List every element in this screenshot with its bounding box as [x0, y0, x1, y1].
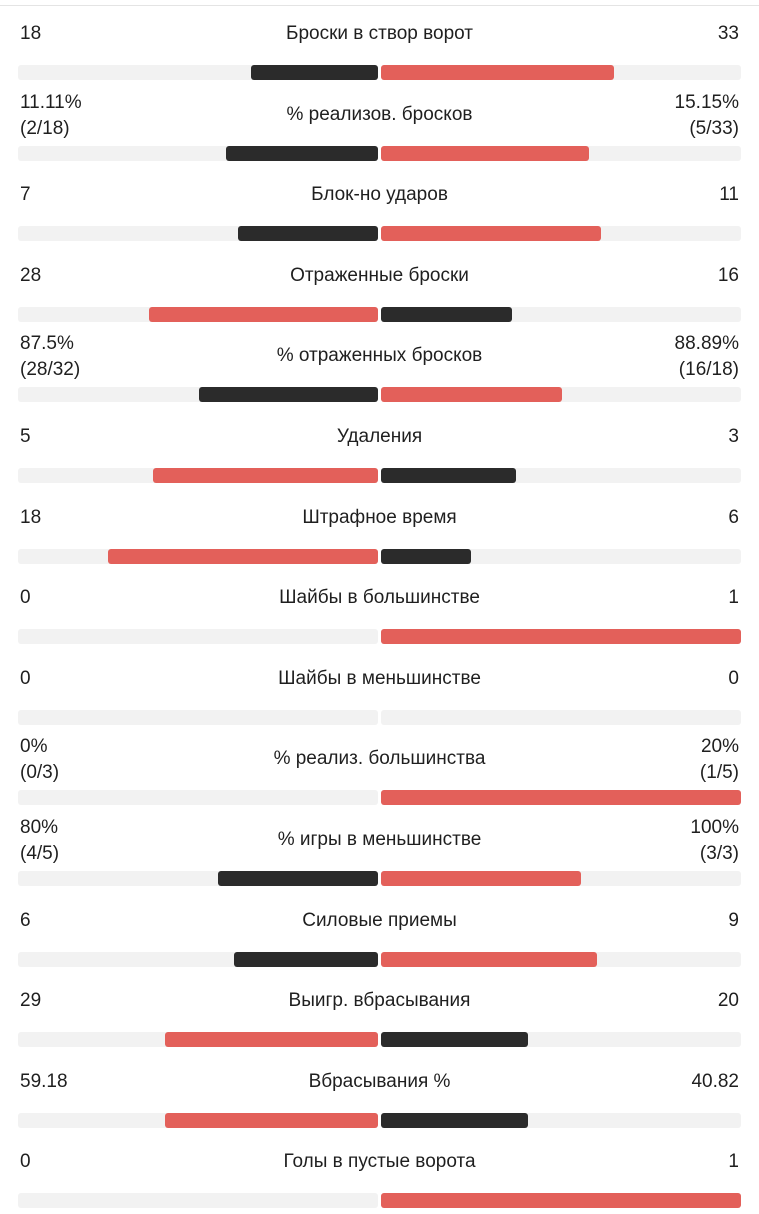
stat-left-bar-track: [18, 952, 378, 967]
stat-right-bar: [381, 1032, 528, 1047]
stat-left-value-line: 0: [20, 668, 31, 689]
stat-row: [0, 328, 759, 408]
stat-row: [0, 409, 759, 489]
stat-right-bar: [381, 549, 471, 564]
stat-left-bar-track: [18, 710, 378, 725]
stat-right-value-line: 88.89%: [674, 333, 739, 354]
stat-left-bar-track: [18, 65, 378, 80]
stat-label: Голы в пустые ворота: [283, 1151, 476, 1172]
stat-left-bar: [218, 871, 378, 886]
stat-right-value: [718, 263, 739, 289]
stat-label: Штрафное время: [302, 507, 457, 528]
stat-left-value-line: (4/5): [20, 843, 60, 864]
stat-left-value: [20, 585, 31, 611]
stat-left-bar: [251, 65, 378, 80]
stat-row: [0, 570, 759, 650]
stat-left-value: [20, 263, 41, 289]
stat-left-value-line: 0: [20, 1151, 31, 1172]
stat-left-value-line: 28: [20, 265, 42, 286]
stat-label: Шайбы в меньшинстве: [278, 668, 481, 689]
stat-left-value-line: 6: [20, 910, 31, 931]
stat-right-bar-track: [381, 1193, 741, 1208]
stat-left-bar: [234, 952, 378, 967]
stat-right-value-line: 33: [717, 23, 739, 44]
stat-right-value-line: 100%: [690, 817, 739, 838]
stat-right-value: [728, 505, 739, 531]
stat-left-value: [20, 424, 31, 450]
stat-left-value-line: (0/3): [20, 762, 60, 783]
stat-left-value: [20, 505, 41, 531]
stat-left-value: [20, 815, 59, 867]
stat-right-bar: [381, 629, 741, 644]
stat-left-value: [20, 1149, 31, 1175]
stat-right-bar: [381, 307, 512, 322]
stat-right-value-line: 20: [717, 990, 739, 1011]
stat-left-value-line: 0: [20, 587, 31, 608]
stat-left-bar-track: [18, 387, 378, 402]
stat-row: [0, 248, 759, 328]
stat-left-value-line: 59.18: [20, 1071, 68, 1092]
stat-left-bar: [238, 226, 378, 241]
stat-left-value-line: 18: [20, 507, 42, 528]
stat-left-bar: [165, 1032, 378, 1047]
stat-label: % отраженных бросков: [276, 345, 483, 366]
stat-right-bar-track: [381, 468, 741, 483]
stat-left-value-line: (28/32): [20, 359, 81, 380]
stat-left-bar: [199, 387, 378, 402]
stat-right-value: [728, 585, 739, 611]
stat-left-value-line: 29: [20, 990, 42, 1011]
stat-left-bar-track: [18, 146, 378, 161]
stat-row: [0, 490, 759, 570]
stat-left-value: [20, 331, 80, 383]
stat-label: % реализов. бросков: [286, 104, 473, 125]
stat-right-value: [728, 1149, 739, 1175]
stat-label: Блок-но ударов: [311, 184, 448, 205]
stat-right-bar: [381, 226, 601, 241]
stat-right-bar: [381, 468, 516, 483]
stat-label: % реализ. большинства: [273, 748, 486, 769]
stat-left-bar-track: [18, 1193, 378, 1208]
stat-right-bar: [381, 871, 581, 886]
stat-right-value-line: 20%: [700, 736, 739, 757]
stat-right-bar-track: [381, 1113, 741, 1128]
stat-left-bar-track: [18, 307, 378, 322]
stat-left-bar: [153, 468, 378, 483]
stat-right-value-line: 3: [728, 426, 739, 447]
stat-right-bar-track: [381, 871, 741, 886]
stat-right-bar: [381, 387, 562, 402]
stat-left-value: [20, 182, 31, 208]
stat-left-bar: [226, 146, 378, 161]
stat-row: [0, 6, 759, 86]
stat-right-bar-track: [381, 387, 741, 402]
stat-row: [0, 812, 759, 892]
stat-right-value-line: 9: [728, 910, 739, 931]
stat-left-value-line: 5: [20, 426, 31, 447]
stat-left-bar-track: [18, 226, 378, 241]
stat-left-bar-track: [18, 549, 378, 564]
stat-right-bar-track: [381, 952, 741, 967]
stat-left-value: [20, 988, 41, 1014]
stat-left-value-line: 87.5%: [20, 333, 74, 354]
stat-right-value-line: 40.82: [691, 1071, 739, 1092]
stat-left-value: [20, 734, 59, 786]
stat-left-bar-track: [18, 468, 378, 483]
stat-label: Отраженные броски: [290, 265, 469, 286]
stat-right-value-line: 11: [719, 184, 739, 205]
stat-label: Шайбы в большинстве: [279, 587, 480, 608]
stat-right-bar: [381, 65, 614, 80]
stat-left-value: [20, 666, 31, 692]
stat-right-value-line: 6: [728, 507, 739, 528]
stat-left-value: [20, 908, 31, 934]
stat-row: [0, 167, 759, 247]
stat-right-bar-track: [381, 307, 741, 322]
stat-left-bar-track: [18, 1113, 378, 1128]
stat-label: Выигр. вбрасывания: [288, 990, 471, 1011]
stat-right-bar: [381, 146, 589, 161]
stat-left-value-line: 18: [20, 23, 42, 44]
stat-right-value: [728, 666, 739, 692]
stat-right-bar: [381, 952, 597, 967]
stat-row: [0, 731, 759, 811]
stat-left-value-line: 11.11%: [20, 92, 82, 113]
stat-row: [0, 1134, 759, 1214]
stat-right-value-line: 15.15%: [674, 92, 739, 113]
stat-right-bar-track: [381, 226, 741, 241]
stat-right-bar-track: [381, 790, 741, 805]
stat-right-value: [700, 734, 739, 786]
stat-right-value-line: (1/5): [699, 762, 739, 783]
stat-right-value: [728, 908, 739, 934]
stat-right-bar-track: [381, 146, 741, 161]
stat-left-value-line: 0%: [20, 736, 48, 757]
stat-right-value: [718, 988, 739, 1014]
stat-right-bar-track: [381, 1032, 741, 1047]
stat-left-value: [20, 1069, 68, 1095]
stat-right-value: [691, 1069, 739, 1095]
stat-right-value-line: 1: [728, 587, 739, 608]
stat-left-bar: [165, 1113, 378, 1128]
stat-left-bar-track: [18, 1032, 378, 1047]
stat-right-bar: [381, 1113, 528, 1128]
stat-right-bar-track: [381, 549, 741, 564]
stat-left-value-line: 80%: [20, 817, 59, 838]
stat-right-bar-track: [381, 629, 741, 644]
stat-left-value: [20, 90, 82, 142]
stat-right-value: [690, 815, 739, 867]
stat-right-value: [675, 90, 739, 142]
stat-row: [0, 893, 759, 973]
stat-label: Удаления: [336, 426, 423, 447]
stat-right-value: [718, 21, 739, 47]
stat-label: % игры в меньшинстве: [277, 829, 482, 850]
stat-label: Силовые приемы: [302, 910, 457, 931]
stat-label: Вбрасывания %: [308, 1071, 451, 1092]
stat-row: [0, 87, 759, 167]
stat-left-value-line: 7: [20, 184, 31, 205]
stat-right-value: [719, 182, 739, 208]
stat-left-bar: [108, 549, 378, 564]
stat-right-bar: [381, 1193, 741, 1208]
stat-right-bar: [381, 790, 741, 805]
stat-left-bar-track: [18, 629, 378, 644]
stat-right-value-line: 16: [717, 265, 739, 286]
stat-left-bar-track: [18, 871, 378, 886]
stat-right-bar-track: [381, 65, 741, 80]
stat-right-value-line: (3/3): [699, 843, 739, 864]
stat-row: [0, 651, 759, 731]
stat-right-value-line: 1: [728, 1151, 739, 1172]
stat-row: [0, 1054, 759, 1134]
stat-row: [0, 973, 759, 1053]
stat-right-value-line: 0: [728, 668, 739, 689]
stat-left-bar-track: [18, 790, 378, 805]
stat-left-value: [20, 21, 41, 47]
stat-right-bar-track: [381, 710, 741, 725]
stat-left-value-line: (2/18): [20, 118, 70, 139]
stat-right-value-line: (16/18): [678, 359, 739, 380]
stat-right-value-line: (5/33): [689, 118, 739, 139]
stat-label: Броски в створ ворот: [285, 23, 474, 44]
stat-right-value: [675, 331, 739, 383]
stat-left-bar: [149, 307, 378, 322]
stat-right-value: [728, 424, 739, 450]
